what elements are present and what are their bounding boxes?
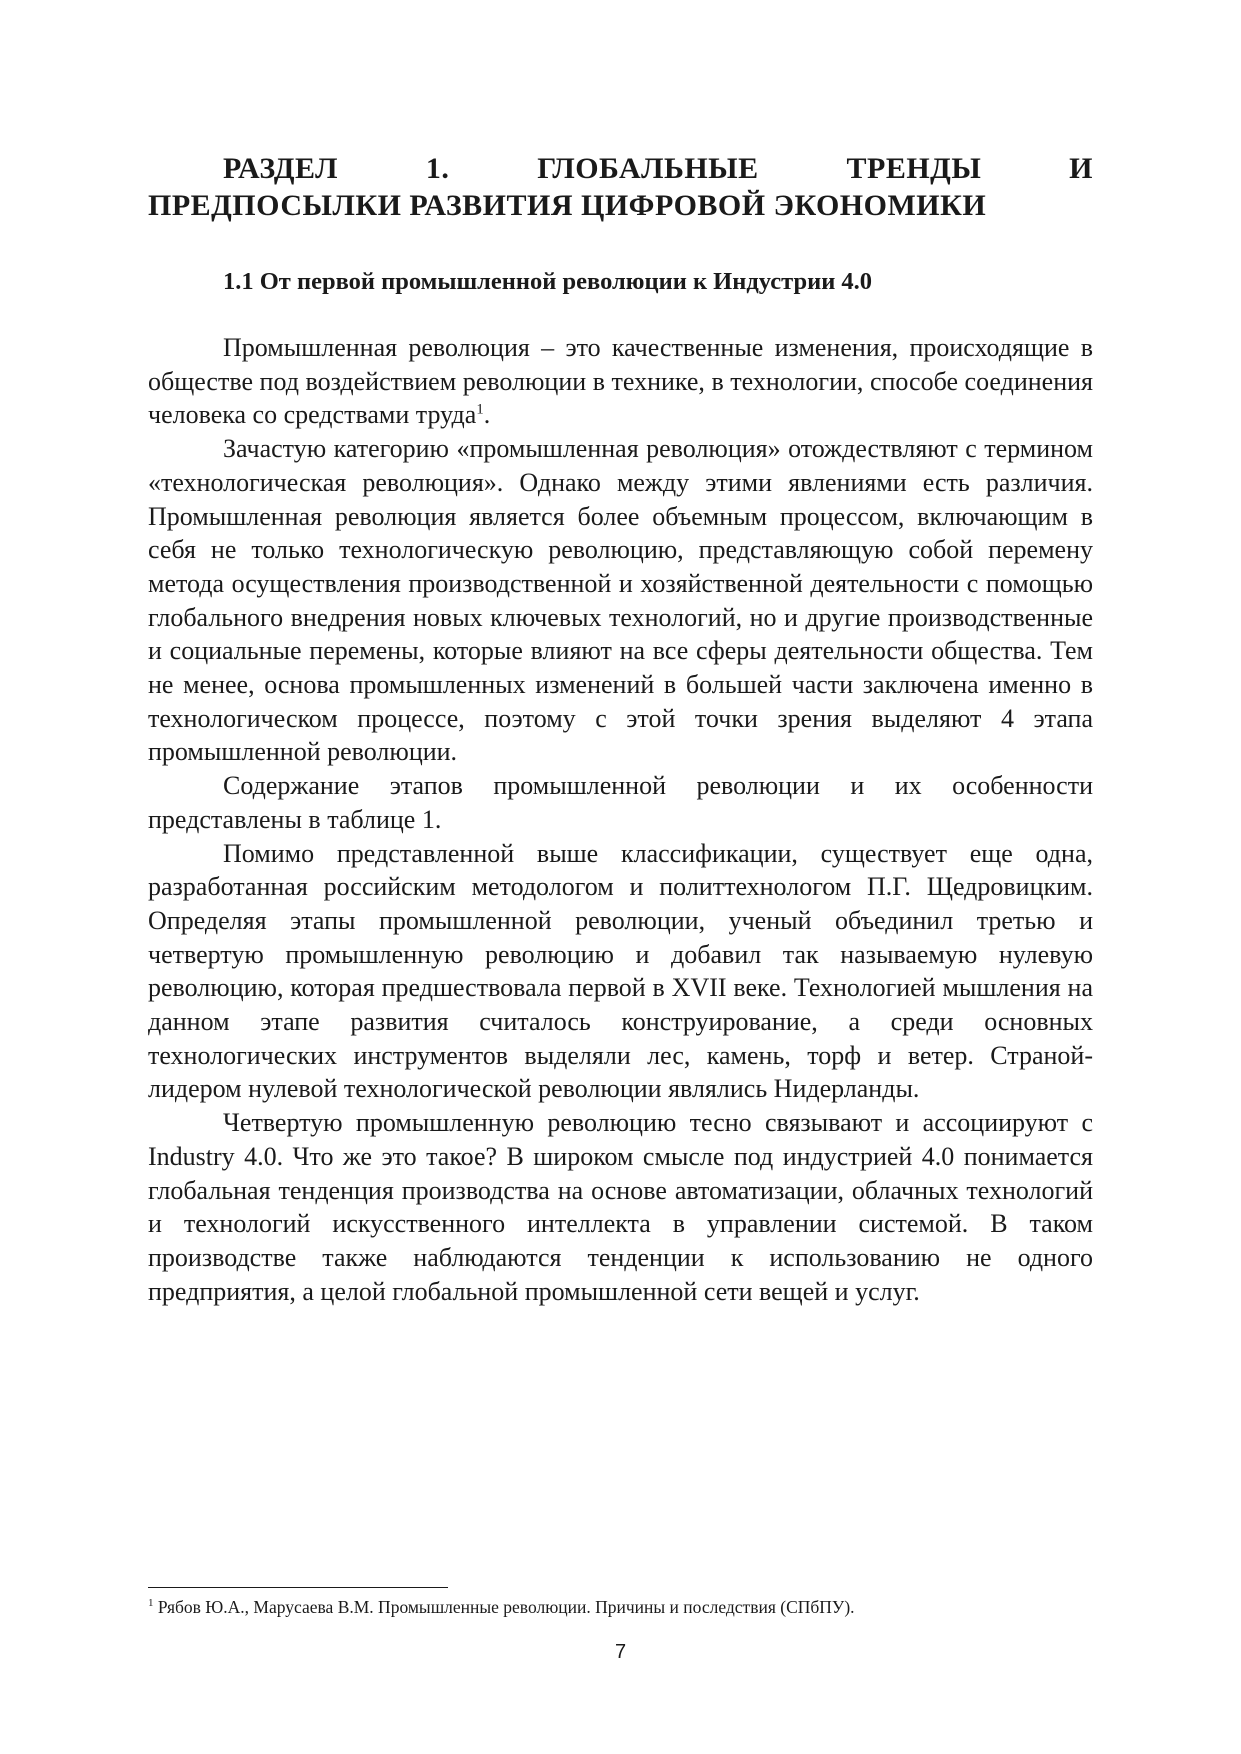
footnote-divider — [148, 1587, 448, 1588]
paragraph-1-end: . — [483, 400, 491, 430]
body-text — [148, 331, 1093, 1308]
paragraph-3: Содержание этапов промышленной революции и их особенности представлены в таблице 1. — [148, 771, 1093, 834]
title-word: И — [1069, 152, 1093, 185]
footnote-text: Рябов Ю.А., Марусаева В.М. Промышленные революции. Причины и последствия (СПбПУ). — [153, 1597, 855, 1617]
paragraph-4: Помимо представленной выше классификации, существует еще одна, разработанная российским методологом и политтехнологом П.Г. Щедровицким. Определяя этапы промышленной революции, ученый объединил третью и четвертую промышленную революцию и добавил так называемую нулевую революцию, которая предшествовала первой в XVII веке. Технологией мышления на данном этапе развития считалось конструирование, а среди основных технологических инструментов выделяли лес, камень, торф и ветер. Страной-лидером нулевой технологической революции являлись Нидерланды. — [148, 838, 1093, 1104]
footnote — [148, 1596, 1093, 1618]
section-title-line-1 — [148, 150, 1093, 187]
paragraph-1-text: Промышленная революция – это качественные изменения, происходящие в обществе под воздействием революции в технике, в технологии, способе соединения человека со средствами труда — [148, 333, 1093, 430]
title-word: ТРЕНДЫ — [846, 152, 982, 185]
paragraph-5: Четвертую промышленную революцию тесно связывают и ассоциируют с Industry 4.0. Что же это такое? В широком смысле под индустрией 4.0 понимается глобальная тенденция производства на основе автоматизации, облачных технологий и технологий искусственного интеллекта в управлении системой. В таком производстве также наблюдаются тенденции к использованию не одного предприятия, а целой глобальной промышленной сети вещей и услуг. — [148, 1108, 1093, 1306]
title-word: РАЗДЕЛ — [223, 152, 339, 185]
footnote-ref[interactable]: 1 — [476, 401, 484, 418]
title-word: ГЛОБАЛЬНЫЕ — [537, 152, 759, 185]
paragraph-1 — [148, 331, 1093, 432]
title-word: 1. — [425, 152, 450, 185]
page-number: 7 — [614, 1641, 627, 1663]
paragraph-2: Зачастую категорию «промышленная революция» отождествляют с термином «технологическая революция». Однако между этими явлениями есть различия. Промышленная революция является более объемным процессом, включающим в себя не только технологическую революцию, представляющую собой перемену метода осуществления производственной и хозяйственной деятельности с помощью глобального внедрения новых ключевых технологий, но и другие производственные и социальные перемены, которые влияют на все сферы деятельности общества. Тем не менее, основа промышленных изменений в большей части заключена именно в технологическом процессе, поэтому с этой точки зрения выделяют 4 этапа промышленной революции. — [148, 434, 1093, 767]
footnote-marker: 1 — [148, 1597, 154, 1610]
section-title — [148, 150, 1093, 224]
subsection-title: 1.1 От первой промышленной революции к Индустрии 4.0 — [223, 268, 873, 295]
section-title-line-2: ПРЕДПОСЫЛКИ РАЗВИТИЯ ЦИФРОВОЙ ЭКОНОМИКИ — [148, 189, 987, 222]
